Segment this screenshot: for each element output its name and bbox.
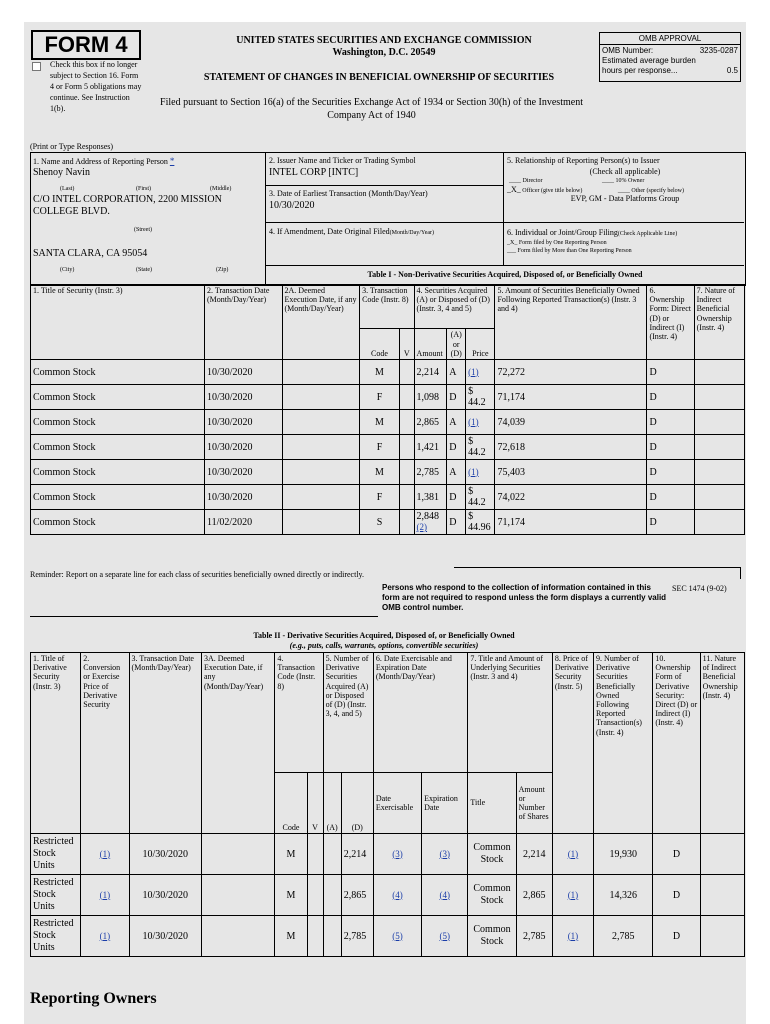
t2-underlying-title: Common Stock: [468, 875, 516, 916]
city-label: (City): [60, 267, 75, 273]
street-label: (Street): [134, 227, 152, 233]
statement-title: STATEMENT OF CHANGES IN BENEFICIAL OWNERSHIP OF SECURITIES: [203, 72, 555, 83]
t1-nature: [694, 360, 744, 385]
t2-col5-header: 5. Number of Derivative Securities Acquired (A) or Disposed of (D) (Instr. 3, 4, and 5): [323, 653, 373, 773]
box1-footnote-link[interactable]: *: [169, 156, 175, 166]
state-label: (State): [136, 267, 152, 273]
table1-title: Table I - Non-Derivative Securities Acquired, Disposed of, or Beneficially Owned: [367, 270, 643, 279]
city-state-zip: SANTA CLARA, CA 95054: [33, 248, 148, 259]
omb-title: OMB APPROVAL: [600, 33, 740, 45]
t2-d-sub: (D): [341, 773, 373, 834]
t1-code: F: [360, 435, 400, 460]
officer-title: EVP, GM - Data Platforms Group: [570, 194, 680, 203]
t2-acquired: [323, 916, 341, 957]
table1: [30, 284, 745, 535]
t1-amount: [414, 510, 447, 535]
t2-expiration-footnote-link[interactable]: (4): [439, 889, 450, 900]
t1-price-footnote-link[interactable]: (1): [468, 416, 479, 427]
t1-security-title: Common Stock: [31, 385, 205, 410]
t1-ownership-form: D: [647, 460, 694, 485]
t2-underlying-title: Common Stock: [468, 834, 516, 875]
t1-nature: [694, 410, 744, 435]
table1-row: [31, 510, 745, 535]
t1-amount-owned: 71,174: [495, 510, 647, 535]
t1-price-value: $ 44.2: [468, 386, 486, 408]
t2-v: [307, 834, 323, 875]
more-persons-option: ___ Form filed by More than One Reporting Person: [507, 248, 632, 254]
box4-label: 4. If Amendment, Date Original Filed(Month/Day/Year): [269, 227, 435, 236]
t1-amount-value: 2,865: [416, 416, 440, 428]
t2-title-sub: Title: [468, 773, 516, 834]
t1-price: [466, 360, 495, 385]
t1-code: M: [360, 410, 400, 435]
t2-underlying-amount: 2,865: [516, 875, 552, 916]
t2-conversion-price: [81, 916, 129, 957]
table1-row: [31, 410, 745, 435]
t1-a-or-d: D: [447, 385, 466, 410]
table2-header-row: [31, 653, 745, 773]
director-option: ____ Director ____ 10% Owner: [509, 178, 645, 184]
table2-title: Table II - Derivative Securities Acquired, Disposed of, or Beneficially Owned: [253, 631, 515, 640]
t2-expiration-footnote-link[interactable]: (5): [439, 930, 450, 941]
t2-col10-header: 10. Ownership Form of Derivative Security: Direct (D) or Indirect (I) (Instr. 4): [653, 653, 700, 834]
t1-amount: [414, 485, 447, 510]
box1-label: 1. Name and Address of Reporting Person *: [33, 156, 175, 166]
t1-code-sub: Code: [360, 329, 400, 360]
table2-row: [31, 875, 745, 916]
t1-col6-header: 6. Ownership Form: Direct (D) or Indirect (I) (Instr. 4): [647, 285, 694, 360]
t2-v-sub: V: [307, 773, 323, 834]
t1-nature: [694, 510, 744, 535]
t2-price-footnote-link[interactable]: (1): [567, 889, 579, 900]
t1-security-title: Common Stock: [31, 510, 205, 535]
t1-amount-sub: Amount: [414, 329, 447, 360]
t2-v: [307, 875, 323, 916]
t1-amount-value: 2,848: [416, 511, 440, 522]
persons-note: Persons who respond to the collection of information contained in this form are not required to respond unless the form displays a currently valid OMB control number.: [382, 583, 667, 612]
t1-aord-sub: (A) or (D): [447, 329, 466, 360]
t2-acquired: [323, 875, 341, 916]
t1-amount-value: 1,381: [416, 491, 440, 503]
t1-price-footnote-link[interactable]: (1): [468, 366, 479, 377]
t1-deemed-date: [282, 385, 360, 410]
t1-amount: [414, 435, 447, 460]
table1-row: [31, 360, 745, 385]
check-all: (Check all applicable): [589, 167, 661, 176]
t2-exercisable-footnote-link[interactable]: (4): [392, 889, 403, 900]
t1-transaction-date: 11/02/2020: [204, 510, 282, 535]
t1-amount-value: 2,214: [416, 366, 440, 378]
t1-a-or-d: A: [447, 360, 466, 385]
t1-ownership-form: D: [647, 510, 694, 535]
t1-amount: [414, 360, 447, 385]
t1-code: M: [360, 460, 400, 485]
t2-conversion-price: [81, 834, 129, 875]
t1-amount-owned: 75,403: [495, 460, 647, 485]
t2-transaction-date: 10/30/2020: [129, 916, 201, 957]
t2-code: M: [275, 834, 307, 875]
t2-expiration-footnote-link[interactable]: (3): [439, 848, 450, 859]
t2-derivative-price: [552, 875, 593, 916]
omb-burden: Estimated average burden: [602, 56, 696, 65]
box6-label: 6. Individual or Joint/Group Filing(Check Applicable Line): [507, 228, 678, 237]
t2-exercisable-footnote-link[interactable]: (5): [392, 930, 403, 941]
t1-transaction-date: 10/30/2020: [204, 410, 282, 435]
first-label: (First): [136, 186, 151, 192]
t1-security-title: Common Stock: [31, 460, 205, 485]
t2-date-exercisable: [373, 875, 421, 916]
t2-price-footnote-link[interactable]: (1): [567, 848, 579, 859]
omb-hours-label: hours per response...: [602, 66, 678, 75]
box2-label: 2. Issuer Name and Ticker or Trading Symbol: [269, 156, 416, 165]
table2-row: [31, 834, 745, 875]
box5-label: 5. Relationship of Reporting Person(s) to Issuer: [507, 156, 660, 165]
earliest-transaction-date: 10/30/2020: [269, 200, 315, 211]
t2-ownership-form: D: [653, 834, 700, 875]
t2-expiration-date: [422, 834, 468, 875]
t2-conversion-price: [81, 875, 129, 916]
t2-v: [307, 916, 323, 957]
t1-transaction-date: 10/30/2020: [204, 385, 282, 410]
t2-deemed-date: [201, 875, 274, 916]
t2-code-sub: Code: [275, 773, 307, 834]
t1-amount-owned: 72,272: [495, 360, 647, 385]
t1-amount-value: 1,098: [416, 391, 440, 403]
t2-ownership-form: D: [653, 875, 700, 916]
t1-col4-header: 4. Securities Acquired (A) or Disposed of (D) (Instr. 3, 4 and 5): [414, 285, 495, 329]
omb-number-value: 3235-0287: [699, 46, 738, 55]
t1-transaction-date: 10/30/2020: [204, 435, 282, 460]
t1-price-value: $ 44.96: [468, 511, 491, 533]
t2-disposed: 2,865: [341, 875, 373, 916]
t2-derivative-price: [552, 834, 593, 875]
t2-col9-header: 9. Number of Derivative Securities Beneficially Owned Following Reported Transaction(s) (Instr. 4): [594, 653, 653, 834]
t2-expiration-sub: Expiration Date: [422, 773, 468, 834]
t1-security-title: Common Stock: [31, 360, 205, 385]
t1-price-value: $ 44.2: [468, 436, 486, 458]
t1-transaction-date: 10/30/2020: [204, 460, 282, 485]
t1-a-or-d: A: [447, 460, 466, 485]
t1-ownership-form: D: [647, 435, 694, 460]
t1-price: [466, 410, 495, 435]
t2-expiration-date: [422, 916, 468, 957]
table2-row: [31, 916, 745, 957]
t2-transaction-date: 10/30/2020: [129, 834, 201, 875]
t1-v: [399, 485, 414, 510]
t2-number-owned: 14,326: [594, 875, 653, 916]
t1-deemed-date: [282, 360, 360, 385]
t2-col6-header: 6. Date Exercisable and Expiration Date (Month/Day/Year): [373, 653, 468, 773]
t2-col2-header: 2. Conversion or Exercise Price of Derivative Security: [81, 653, 129, 834]
checkbox-text: Check this box if no longer subject to Section 16. Form 4 or Form 5 obligations may continue. See Instruction 1(b).: [50, 60, 142, 113]
t1-ownership-form: D: [647, 385, 694, 410]
t2-code: M: [275, 875, 307, 916]
t1-col5-header: 5. Amount of Securities Beneficially Owned Following Reported Transaction(s) (Instr. 3 and 4): [495, 285, 647, 360]
print-note: (Print or Type Responses): [30, 142, 114, 151]
t1-price-sub: Price: [466, 329, 495, 360]
t1-code: F: [360, 485, 400, 510]
t2-security-title: Restricted Stock Units: [31, 875, 81, 916]
last-label: (Last): [60, 186, 75, 192]
t1-col2-header: 2. Transaction Date (Month/Day/Year): [204, 285, 282, 360]
t2-underlying-amount: 2,785: [516, 916, 552, 957]
table2-subtitle: (e.g., puts, calls, warrants, options, convertible securities): [289, 641, 479, 650]
t2-conversion-footnote-link[interactable]: (1): [99, 889, 111, 900]
t2-nature: [700, 916, 744, 957]
t1-security-title: Common Stock: [31, 435, 205, 460]
t1-nature: [694, 385, 744, 410]
t2-transaction-date: 10/30/2020: [129, 875, 201, 916]
agency-line1: UNITED STATES SECURITIES AND EXCHANGE COMMISSION: [236, 35, 532, 46]
reporting-person-name: Shenoy Navin: [33, 167, 90, 178]
t1-price-value: $ 44.2: [468, 486, 486, 508]
t1-v-sub: V: [399, 329, 414, 360]
sec-code: SEC 1474 (9-02): [672, 584, 727, 593]
table1-row: [31, 385, 745, 410]
t1-transaction-date: 10/30/2020: [204, 360, 282, 385]
middle-label: (Middle): [210, 186, 232, 192]
omb-hours-value: 0.5: [726, 66, 738, 75]
box3-label: 3. Date of Earliest Transaction (Month/Day/Year): [269, 189, 428, 198]
table1-row: [31, 460, 745, 485]
t1-a-or-d: D: [447, 435, 466, 460]
t2-col7-header: 7. Title and Amount of Underlying Securities (Instr. 3 and 4): [468, 653, 552, 773]
table1-row: [31, 435, 745, 460]
t1-deemed-date: [282, 510, 360, 535]
filed-pursuant: Filed pursuant to Section 16(a) of the Securities Exchange Act of 1934 or Section 30(h) of the Investment Company Act of 1940: [160, 97, 583, 121]
t1-v: [399, 510, 414, 535]
t1-v: [399, 460, 414, 485]
t1-ownership-form: D: [647, 410, 694, 435]
t2-conversion-footnote-link[interactable]: (1): [99, 848, 111, 859]
officer-option: _X_ Officer (give title below) ____ Other (specify below): [507, 185, 684, 194]
t2-price-footnote-link[interactable]: (1): [567, 930, 579, 941]
no-longer-subject-checkbox[interactable]: [32, 62, 41, 71]
t1-a-or-d: D: [447, 510, 466, 535]
reminder-text: Reminder: Report on a separate line for each class of securities beneficially owned directly or indirectly.: [30, 570, 365, 579]
reporting-owners-heading: Reporting Owners: [30, 990, 157, 1007]
form-title-box: [31, 30, 141, 60]
t1-amount: [414, 460, 447, 485]
t2-col4-header: 4. Transaction Code (Instr. 8): [275, 653, 323, 773]
omb-approval-box: [599, 32, 741, 82]
t1-transaction-date: 10/30/2020: [204, 485, 282, 510]
t1-amount-owned: 72,618: [495, 435, 647, 460]
t2-col3-header: 3. Transaction Date (Month/Day/Year): [129, 653, 201, 834]
t1-price: [466, 485, 495, 510]
t2-conversion-footnote-link[interactable]: (1): [99, 930, 111, 941]
t1-col2a-header: 2A. Deemed Execution Date, if any (Month/Day/Year): [282, 285, 360, 360]
t1-amount-footnote-link[interactable]: (2): [416, 522, 428, 532]
t2-col1-header: 1. Title of Derivative Security (Instr. 3): [31, 653, 81, 834]
t1-v: [399, 360, 414, 385]
t1-v: [399, 385, 414, 410]
t2-acquired: [323, 834, 341, 875]
form-title: FORM 4: [44, 32, 128, 57]
t1-price: [466, 385, 495, 410]
t1-amount-owned: 74,039: [495, 410, 647, 435]
t1-security-title: Common Stock: [31, 410, 205, 435]
table1-body: [31, 360, 745, 535]
table2: [30, 652, 745, 957]
t1-amount-value: 2,785: [416, 466, 440, 478]
t1-code: S: [360, 510, 400, 535]
t1-deemed-date: [282, 435, 360, 460]
t1-security-title: Common Stock: [31, 485, 205, 510]
t2-expiration-date: [422, 875, 468, 916]
t1-deemed-date: [282, 485, 360, 510]
t2-disposed: 2,785: [341, 916, 373, 957]
t1-amount: [414, 385, 447, 410]
t1-amount: [414, 410, 447, 435]
t1-deemed-date: [282, 460, 360, 485]
t2-col8-header: 8. Price of Derivative Security (Instr. 5): [552, 653, 593, 834]
t2-nature: [700, 834, 744, 875]
t1-amount-owned: 71,174: [495, 385, 647, 410]
t1-code: F: [360, 385, 400, 410]
t2-deemed-date: [201, 834, 274, 875]
t2-number-owned: 19,930: [594, 834, 653, 875]
t2-date-exercisable: [373, 916, 421, 957]
t1-price: [466, 435, 495, 460]
t1-ownership-form: D: [647, 360, 694, 385]
t1-price: [466, 460, 495, 485]
t2-derivative-price: [552, 916, 593, 957]
t2-exercisable-sub: Date Exercisable: [373, 773, 421, 834]
omb-number-label: OMB Number:: [602, 46, 654, 55]
t2-exercisable-footnote-link[interactable]: (3): [392, 848, 403, 859]
t2-underlying-amount: 2,214: [516, 834, 552, 875]
t1-col3-header: 3. Transaction Code (Instr. 8): [360, 285, 414, 329]
t1-nature: [694, 460, 744, 485]
t2-amount-sub: Amount or Number of Shares: [516, 773, 552, 834]
table1-row: [31, 485, 745, 510]
zip-label: (Zip): [216, 267, 229, 273]
t2-disposed: 2,214: [341, 834, 373, 875]
table1-header-row: [31, 285, 745, 329]
t2-a-sub: (A): [323, 773, 341, 834]
t1-col1-header: 1. Title of Security (Instr. 3): [31, 285, 205, 360]
t1-v: [399, 410, 414, 435]
t1-price-footnote-link[interactable]: (1): [468, 466, 479, 477]
issuer-name: INTEL CORP [INTC]: [269, 167, 359, 178]
t1-a-or-d: A: [447, 410, 466, 435]
t2-date-exercisable: [373, 834, 421, 875]
t2-col3a-header: 3A. Deemed Execution Date, if any (Month/Day/Year): [201, 653, 274, 834]
t2-underlying-title: Common Stock: [468, 916, 516, 957]
t2-security-title: Restricted Stock Units: [31, 916, 81, 957]
t2-ownership-form: D: [653, 916, 700, 957]
t2-security-title: Restricted Stock Units: [31, 834, 81, 875]
t2-number-owned: 2,785: [594, 916, 653, 957]
t1-nature: [694, 485, 744, 510]
t1-ownership-form: D: [647, 485, 694, 510]
t1-code: M: [360, 360, 400, 385]
t2-nature: [700, 875, 744, 916]
t2-deemed-date: [201, 916, 274, 957]
t1-v: [399, 435, 414, 460]
t1-a-or-d: D: [447, 485, 466, 510]
form-page: [24, 22, 746, 1024]
t1-amount-value: 1,421: [416, 441, 440, 453]
t1-col7-header: 7. Nature of Indirect Beneficial Ownership (Instr. 4): [694, 285, 744, 360]
t1-amount-owned: 74,022: [495, 485, 647, 510]
t2-col11-header: 11. Nature of Indirect Beneficial Ownership (Instr. 4): [700, 653, 744, 834]
agency-line2: Washington, D.C. 20549: [332, 47, 436, 58]
table2-body: [31, 834, 745, 957]
t1-nature: [694, 435, 744, 460]
reporting-person-address: C/O INTEL CORPORATION, 2200 MISSION COLLEGE BLVD.: [33, 194, 222, 217]
one-person-option: _X_ Form filed by One Reporting Person: [507, 240, 607, 246]
t1-deemed-date: [282, 410, 360, 435]
t2-code: M: [275, 916, 307, 957]
t1-price: [466, 510, 495, 535]
